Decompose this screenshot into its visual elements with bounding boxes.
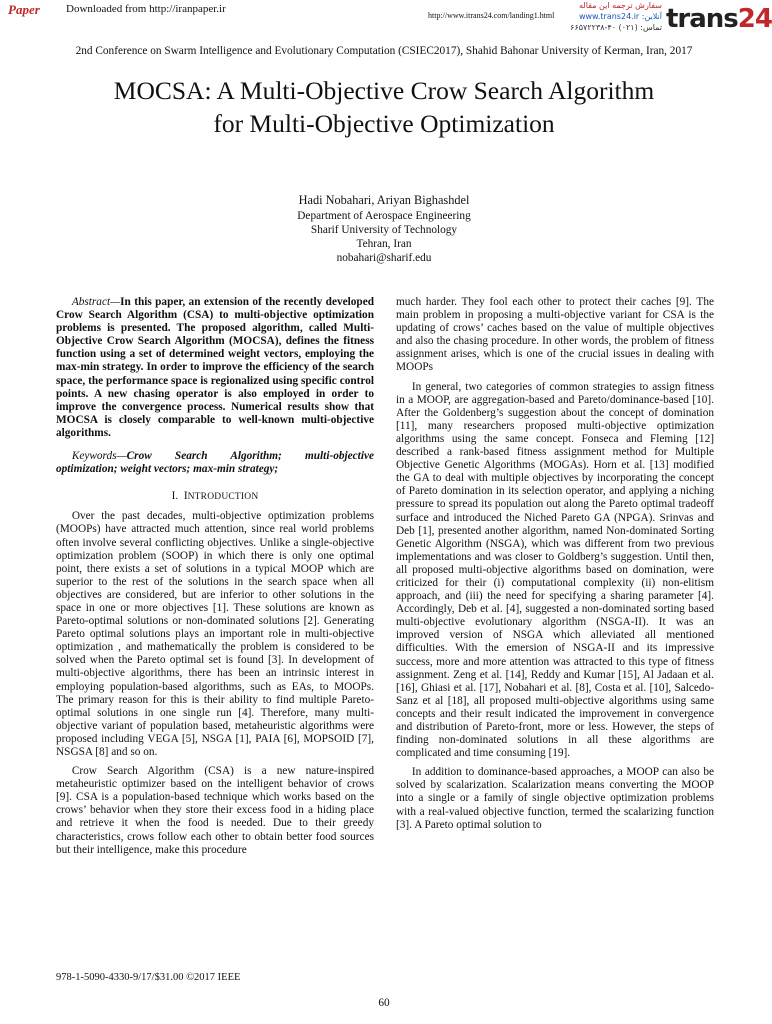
intro-paragraph-2: Crow Search Algorithm (CSA) is a new nature-inspired metaheuristic optimizer based on the intelligent behavior of crows [9]. CSA is a population-based technique which works based on the crows’ behavior when they store their excess food in a hiding place and retrieve it when the food is needed. Due to their greedy characteristics, crows follow each other to obtain better food sources but their intelligence, make this procedure (56, 765, 374, 856)
keywords (56, 450, 374, 476)
title-line-1: MOCSA: A Multi-Objective Crow Search Algorithm (113, 76, 655, 105)
abstract-lead: Abstract— (71, 296, 121, 308)
page-number: 60 (378, 997, 390, 1009)
footer-isbn: 978-1-5090-4330-9/17/$31.00 ©2017 IEEE (56, 972, 241, 983)
affiliation-email: nobahari@sharif.edu (336, 252, 432, 264)
affiliation-dept: Department of Aerospace Engineering (297, 210, 471, 222)
trans24-logo-word: trans (666, 4, 738, 34)
section-number: I. (171, 490, 179, 503)
keywords-body: Crow Search Algorithm; multi-objective optimization; weight vectors; max-min strategy; (56, 450, 374, 476)
section-title-rest: NTRODUCTION (187, 492, 259, 503)
affiliation-city: Tehran, Iran (356, 238, 412, 250)
trans24-online-text[interactable]: آنلاین: www.trans24.ir (578, 12, 662, 21)
right-column (396, 296, 714, 832)
authors: Hadi Nobahari, Ariyan Bighashdel (298, 193, 470, 207)
section-heading-introduction (56, 490, 374, 504)
right-paragraph-1: In general, two categories of common strategies to assign fitness in a MOOP, are aggregation-based and Pareto/dominance-based [10]. After the Goldenberg’s suggestion about the concept of domination [11], many researchers proposed multi-objective optimization algorithms using the same concept. Fonseca and Fleming [12] described a rank-based fitness assignment method for Multiple Objective Genetic Algorithms (MOGAs). Horn et al. [13] modified the GA to deal with multiple objectives by incorporating the concept of Pareto domination in its selection operator, and applying a niching pressure to spread its population out along the Pareto optimal tradeoff surface and introduced the Niched Pareto GA (NPGA). Srinvas and Deb [1], presented another algorithm, named Non-dominated Sorting Genetic Algorithm (NSGA), which was different from two previous implementations and was closer to Goldberg’s suggestion. Until then, all proposed multi-objective algorithms based on domination, were criticized for their (i) computational complexity (ii) non-elitism approach, and (iii) the need for specifying a sharing parameter [4]. Accordingly, Deb et al. [4], suggested a non-dominated sorting based multi-objective evolutionary algorithm (NSGA-II). It was an improved version of NSGA which alleviated all mentioned difficulties. With the emersion of NSGA-II and its impressive success, more and more attention was attracted to this type of fitness assignment. Zeng et al. [14], Reddy and Kumar [15], Al Jadaan et al. [16], Ghiasi et al. [17], Nobahari et al. [8], Costa et al. [10], Salcedo-Sanz et al [18], all proposed multi-objective algorithms using same concepts and their result indicated the improvement in convergence and distribution of Pareto-front, more or less. However, the steps of finding non-dominated solutions in all these algorithms are complicated and time consuming [19]. (396, 380, 714, 760)
affiliation (0, 209, 768, 265)
paper-logo: Paper (8, 2, 40, 17)
trans24-logo-number: 24 (737, 4, 772, 34)
trans24-phone-text: تماس: (۰۲۱) ۴۰-۶۶۵۷۲۲۳۸ (570, 23, 662, 32)
trans24-url[interactable]: http://www.itrans24.com/landing1.html (428, 11, 555, 20)
trans24-order-text: سفارش ترجمه این مقاله (579, 1, 662, 10)
keywords-lead: Keywords— (71, 450, 127, 463)
section-title-first: I (183, 490, 188, 503)
downloaded-from-text[interactable]: Downloaded from http://iranpaper.ir (66, 3, 226, 15)
abstract-body: In this paper, an extension of the recently developed Crow Search Algorithm (CSA) to multi-objective optimization problems is presented. The proposed algorithm, called Multi-Objective Crow Search Algorithm (MOCSA), defines the fitness function using a set of determined weight vectors, employing the max-min strategy. In order to improve the efficiency of the search space, the performance space is regionalized using specific control points. A new chasing operator is also employed in order to improve the convergence process. Numerical results show that MOCSA is closely comparable to well-known multi-objective algorithms. (56, 296, 374, 439)
abstract (56, 296, 374, 440)
right-paragraph-2: In addition to dominance-based approaches, a MOOP can also be solved by scalarization. Scalarization means converting the MOOP into a single or a family of single objective optimization problems with a real-valued objective function, termed the scalarizing function [3]. A Pareto optimal solution to (396, 766, 714, 831)
conference-line: 2nd Conference on Swarm Intelligence and Evolutionary Computation (CSIEC2017), Shahid Bahonar University of Kerman, Iran, 2017 (75, 45, 693, 57)
left-column (56, 296, 374, 857)
trans24-logo (666, 4, 772, 34)
affiliation-univ: Sharif University of Technology (310, 224, 458, 236)
paper-title (30, 74, 738, 140)
trans24-info (568, 0, 662, 36)
intro-paragraph-1: Over the past decades, multi-objective optimization problems (MOOPs) have attracted much attention, since real world problems often involve several conflicting objectives. Unlike a single-objective optimization problem (SOOP) in which there is only one optimal point, there exists a set of solutions in a typical MOOP which are superior to the rest of the solutions in the search space when all objectives are considered, but are inferior to other solutions in the space in one or more objectives [1]. These solutions are known as Pareto-optimal solutions or non-dominated solutions [2]. Generating Pareto optimal solutions plays an important role in multi-objective optimization , and mathematically the problem is considered to be solved when the Pareto optimal set is found [3]. In development of multi-objective algorithms, there has been an intrinsic interest in employing population-based algorithms, such as EAs, to MOOPs. The primary reason for this is their ability to find multiple Pareto-optimal solutions in one single run [4]. Therefore, many multi-objective variant of population based, metaheuristic algorithms were proposed including VEGA [5], NSGA [1], PAIA [6], MOPSOID [7], NSGSA [8] and so on. (56, 510, 374, 758)
title-line-2: for Multi-Objective Optimization (213, 109, 555, 138)
watermark-bar (0, 0, 772, 38)
right-paragraph-0: much harder. They fool each other to protect their caches [9]. The main problem in proposing a multi-objective variant for CSA is the updating of crows’ caches based on the value of multiple objectives and also the chasing procedure. In other words, the problem of fitness assignment arises, which is one of the crucial issues in dealing with MOOPs (396, 296, 714, 374)
